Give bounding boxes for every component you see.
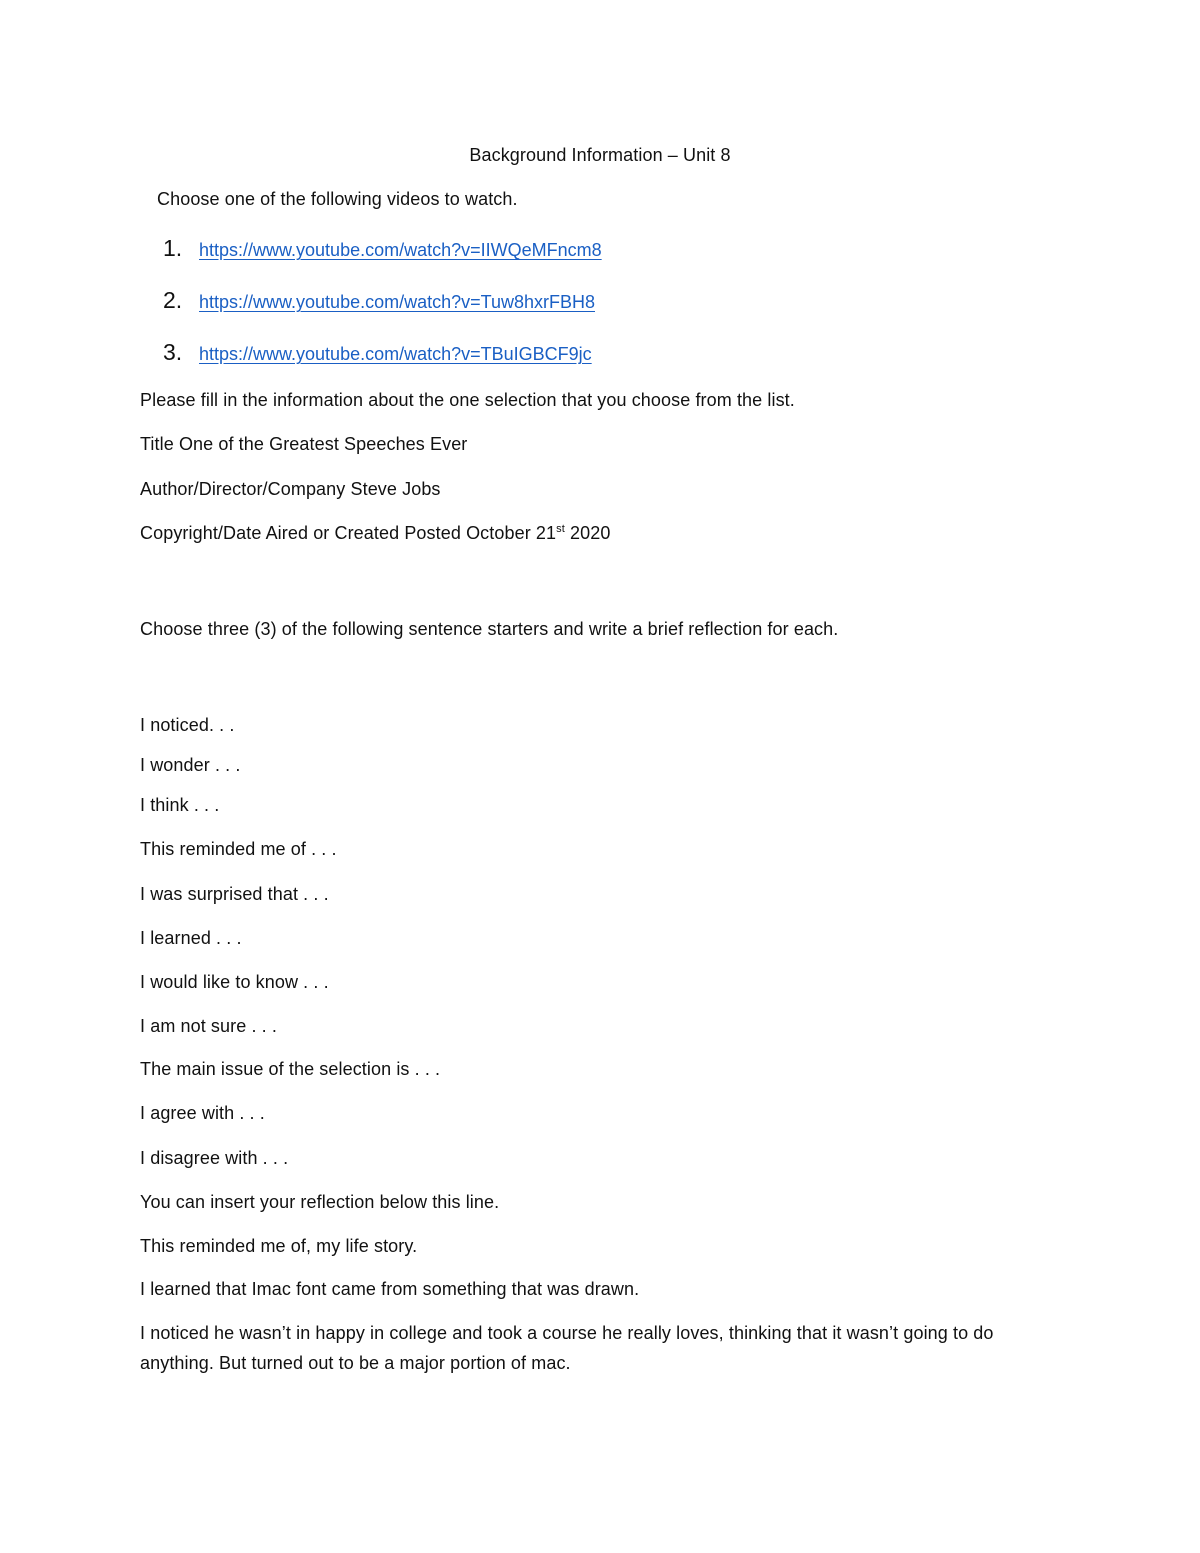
fill-instruction: Please fill in the information about the one selection that you choose from the list. [140,390,795,410]
starter-item: I would like to know . . . [140,972,329,992]
video-link-item-1 [163,234,602,262]
starter-item: I noticed. . . [140,715,235,735]
copyright-suffix: 2020 [564,523,611,543]
video-link-3[interactable]: https://www.youtube.com/watch?v=TBuIGBCF9jc [199,344,592,364]
starter-item: I am not sure . . . [140,1016,277,1036]
list-number: 1. [163,235,183,261]
copyright-prefix: Copyright/Date Aired or Created Posted October 21 [140,523,557,543]
author-field: Author/Director/Company Steve Jobs [140,479,441,499]
video-link-item-3 [163,338,592,366]
document-title: Background Information – Unit 8 [469,145,731,165]
starter-item: I wonder . . . [140,755,241,775]
list-number: 3. [163,339,183,365]
starter-item: I disagree with . . . [140,1148,289,1168]
insert-instruction: You can insert your reflection below this line. [140,1192,500,1212]
starter-item: I think . . . [140,795,220,815]
list-number: 2. [163,287,183,313]
reflection-entry: I learned that Imac font came from something that was drawn. [140,1279,640,1299]
copyright-field [140,522,610,544]
reflection-entry: I noticed he wasn’t in happy in college and took a course he really loves, thinking that it wasn’t going to do anything. But turned out to be a major portion of mac. [140,1323,994,1373]
starter-item: The main issue of the selection is . . . [140,1059,441,1079]
starter-item: I was surprised that . . . [140,884,329,904]
video-link-1[interactable]: https://www.youtube.com/watch?v=IIWQeMFncm8 [199,240,602,260]
video-link-2[interactable]: https://www.youtube.com/watch?v=Tuw8hxrFBH8 [199,292,595,312]
reflection-instruction: Choose three (3) of the following sentence starters and write a brief reflection for each. [140,619,839,639]
starter-item: This reminded me of . . . [140,839,337,859]
starter-item: I learned . . . [140,928,242,948]
copyright-superscript: st [556,523,565,535]
reflection-entry: This reminded me of, my life story. [140,1236,418,1256]
starter-item: I agree with . . . [140,1103,265,1123]
video-link-item-2 [163,286,595,314]
title-field: Title One of the Greatest Speeches Ever [140,434,468,454]
intro-text: Choose one of the following videos to watch. [157,189,518,209]
